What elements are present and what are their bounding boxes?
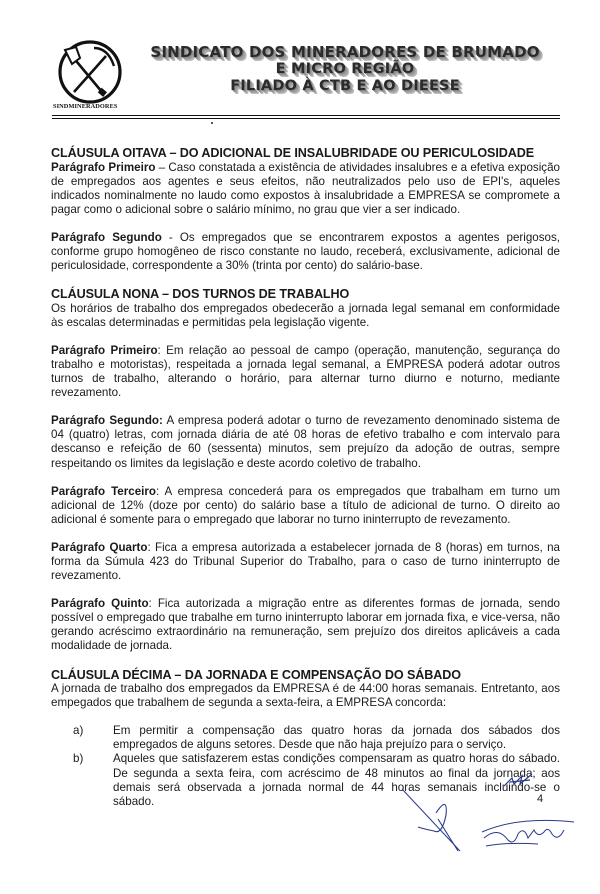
separator: :	[147, 540, 155, 554]
paragraph-text: A empresa concederá para os empregados que trabalham em turno um adicional de 12% (doze por cento) do salário base a título de adicional de turno. O direito ao adicional é somente para o empregado que laborar no turno ininterrupto de revezamento.	[51, 484, 560, 526]
paragraph-text: A empresa poderá adotar o turno de revezamento denominado sistema de 04 (quatro) letras, com jornada diária de até 08 horas de efetivo trabalho e com intervalo para descanso e refeição de 60 (sessenta) minutos, sem prejuízo da adoção de outras, sempre respeitando os limites da legislação e deste acordo coletivo de trabalho.	[51, 414, 560, 470]
paragraph-label: Parágrafo Quinto	[51, 597, 149, 611]
paragraph	[51, 485, 560, 527]
paragraph	[51, 597, 560, 653]
clause-decima	[51, 668, 560, 809]
paragraph-label: Parágrafo Segundo:	[51, 414, 163, 428]
separator: :	[148, 597, 158, 611]
paragraph-label: Parágrafo Quarto	[51, 540, 148, 554]
paragraph-text: Os empregados que se encontrarem expostos a agentes perigosos, conforme grupo homogêneo de risco constante no laudo, receberá, exclusivamente, adicional de periculosidade, correspondente a 30% (trinta por cento) do salário-base.	[51, 230, 560, 273]
clause-intro: A jornada de trabalho dos empregados da EMPRESA é de 44:00 horas semanais. Entretanto, aos empegados que trabalhem de segunda a sexta-feira, a EMPRESA concorda:	[51, 682, 560, 710]
clause-nona	[51, 287, 560, 653]
separator: –	[155, 160, 169, 174]
signature-right-icon	[478, 812, 578, 852]
paragraph-text: Fica a empresa autorizada a estabelecer jornada de 8 (horas) em turnos, na forma da Súmula 423 do Tribunal Superior do Trabalho, para o caso de turno ininterrupto de revezamento.	[51, 540, 560, 583]
separator: -	[161, 230, 180, 244]
scan-speck	[211, 122, 213, 124]
paragraph	[51, 541, 560, 583]
clause-heading: CLÁUSULA OITAVA – DO ADICIONAL DE INSALUBRIDADE OU PERICULOSIDADE	[51, 146, 535, 160]
logo-caption: SINDMINERADORES	[53, 103, 118, 110]
title-line-3: FILIADO À CTB E AO DIEESE	[230, 78, 460, 94]
separator: :	[155, 484, 165, 498]
initials-signature-icon	[500, 770, 540, 790]
list-marker: a)	[73, 724, 84, 738]
clause-oitava	[51, 146, 560, 273]
clause-heading: CLÁUSULA DÉCIMA – DA JORNADA E COMPENSAÇÃO DO SÁBADO	[51, 667, 461, 682]
header-rule	[52, 115, 560, 116]
paragraph-label: Parágrafo Primeiro	[51, 160, 156, 174]
clause-items	[51, 724, 560, 809]
paragraph-label: Parágrafo Terceiro	[51, 484, 156, 498]
paragraph	[51, 414, 560, 470]
title-line-1: SINDICATO DOS MINERADORES DE BRUMADO	[150, 43, 540, 61]
paragraph-text: Em relação ao pessoal de campo (operação, manutenção, segurança do trabalho e motoristas), respeitada a jornada legal semanal, a EMPRESA poderá adotar outros turnos de trabalho, alterando o horário, para alternar turno diurno e noturno, mediante revezamento.	[51, 343, 560, 400]
list-marker: b)	[73, 752, 84, 766]
paragraph-label: Parágrafo Primeiro	[51, 343, 158, 357]
header-rule-double	[52, 118, 560, 119]
page-number: 4	[537, 793, 544, 805]
paragraph-text: Caso constatada a existência de atividades insalubres e a efetiva exposição de empregados aos agentes e seus efeitos, não neutralizados pelo uso de EPI's, aqueles indicados nominalmente no laudo como expostos à insalubridade a EMPRESA se compromete a pagar como o adicional sobre o salário mínimo, no grau que vier a ser indicado.	[51, 160, 560, 216]
paragraph-label: Parágrafo Segundo	[51, 230, 162, 244]
separator: :	[157, 343, 167, 357]
list-item-text: Aqueles que satisfazerem estas condições compensaram as quatro horas do sábado. De segunda a sexta feira, com acréscimo de 48 minutos ao final da jornada; aos demais será observada a jornada normal de 44 horas semanais incluindo-se o sábado.	[113, 752, 560, 808]
clause-intro: Os horários de trabalho dos empregados obedecerão a jornada legal semanal em conformidade às escalas determinadas e permitidas pela legislação vigente.	[51, 301, 560, 329]
list-item-text: Em permitir a compensação das quatro horas da jornada dos sábados dos empregados de alguns setores. Desde que não haja prejuízo para o serviço.	[113, 724, 560, 752]
clause-heading: CLÁUSULA NONA – DOS TURNOS DE TRABALHO	[51, 287, 350, 302]
paragraph-text: Fica autorizada a migração entre as diferentes formas de jornada, sendo possível o empregado que trabalhe em turno ininterrupto laborar em jornada fixa, e vice-versa, não gerando acréscimo extraordinário na remuneração, sem prejuízo dos direitos aplicáveis a cada modalidade de jornada.	[51, 597, 560, 653]
list-item	[51, 724, 560, 752]
title-line-2: E MICRO REGIÃO	[275, 61, 415, 77]
list-item	[51, 752, 560, 808]
paragraph	[51, 344, 560, 400]
paragraph	[51, 231, 560, 273]
signature-left-icon	[400, 785, 470, 855]
organization-title	[130, 44, 560, 95]
paragraph	[51, 161, 560, 217]
document-body	[51, 146, 560, 809]
